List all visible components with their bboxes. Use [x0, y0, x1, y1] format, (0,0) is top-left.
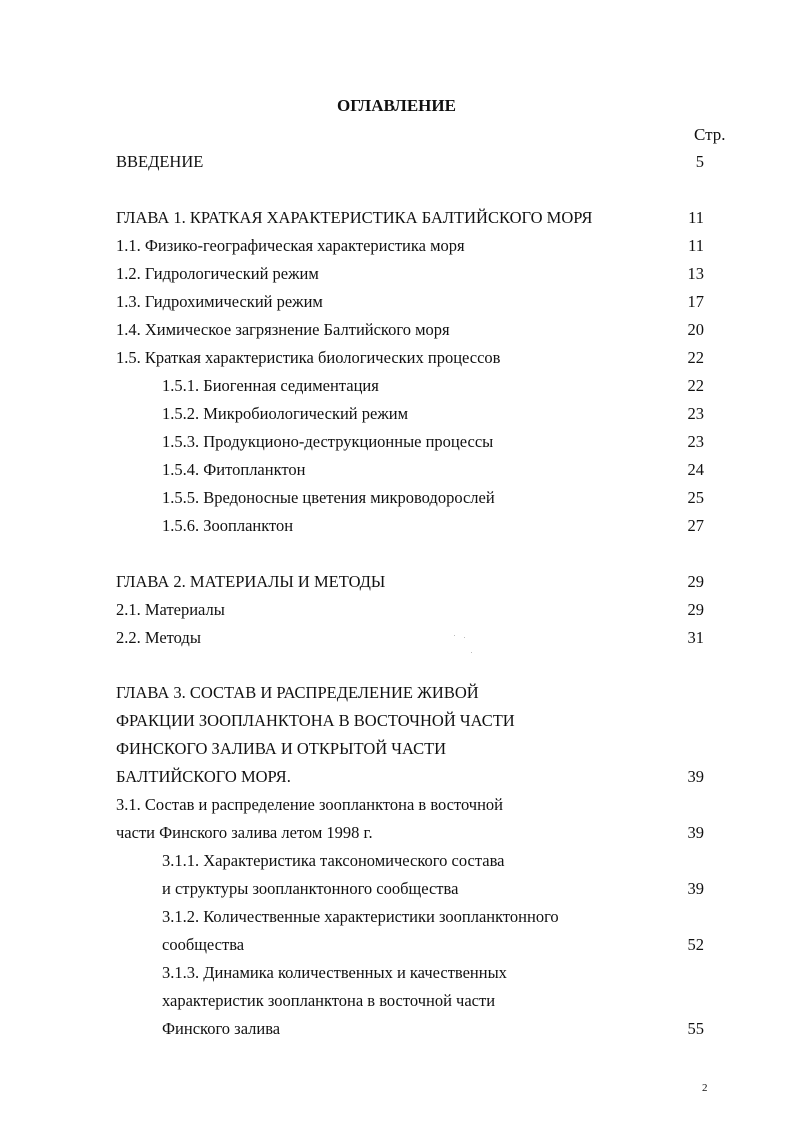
- toc-entry-page: 13: [687, 264, 704, 283]
- toc-entry-text: 3.1.1. Характеристика таксономического состава: [162, 851, 505, 870]
- toc-entry-text: 1.5.6. Зоопланктон: [162, 516, 294, 535]
- toc-entry-page: 39: [687, 767, 704, 786]
- toc-entry-page: 20: [687, 320, 704, 339]
- toc-entry-text: 1.5.2. Микробиологический режим: [162, 404, 409, 423]
- toc-entry-text: ГЛАВА 1. КРАТКАЯ ХАРАКТЕРИСТИКА БАЛТИЙСКОГО МОРЯ: [116, 208, 593, 227]
- toc-entry-text: ФРАКЦИИ ЗООПЛАНКТОНА В ВОСТОЧНОЙ ЧАСТИ: [116, 711, 515, 730]
- toc-entry-text: сообщества: [162, 935, 245, 954]
- scan-specks: [450, 632, 480, 657]
- toc-entry-text: ГЛАВА 2. МАТЕРИАЛЫ И МЕТОДЫ: [116, 572, 386, 591]
- toc-entry-text: 1.4. Химическое загрязнение Балтийского моря: [116, 320, 450, 339]
- page-column-header: Стр.: [694, 125, 726, 144]
- toc-entry-text: 1.5.1. Биогенная седиментация: [162, 376, 379, 395]
- toc-entry-text: 2.1. Материалы: [116, 600, 225, 619]
- toc-entry-page: 23: [687, 404, 704, 423]
- toc-entry-page: 55: [687, 1019, 704, 1038]
- toc-entry-text: и структуры зоопланктонного сообщества: [162, 879, 459, 898]
- toc-entry-page: 24: [687, 460, 704, 479]
- toc-entry-text: Финского залива: [162, 1019, 281, 1038]
- toc-entry-page: 22: [687, 348, 704, 367]
- toc-entry-text: ГЛАВА 3. СОСТАВ И РАСПРЕДЕЛЕНИЕ ЖИВОЙ: [116, 683, 479, 702]
- toc-entry-page: 17: [687, 292, 704, 311]
- toc-entry-text: ФИНСКОГО ЗАЛИВА И ОТКРЫТОЙ ЧАСТИ: [116, 739, 447, 758]
- toc-entry-text: 3.1.3. Динамика количественных и качественных: [162, 963, 507, 982]
- toc-entry-text: ВВЕДЕНИЕ: [116, 152, 204, 171]
- toc-entry-text: 1.5.5. Вредоносные цветения микроводорослей: [162, 488, 495, 507]
- toc-entry-text: 1.5.3. Продукционо-деструкционные процессы: [162, 432, 494, 451]
- toc-entry-page: 11: [688, 236, 704, 255]
- toc-entry-text: 1.2. Гидрологический режим: [116, 264, 319, 283]
- toc-entry-page: 22: [687, 376, 704, 395]
- page-number: 2: [702, 1082, 708, 1094]
- toc-entry-page: 25: [687, 488, 704, 507]
- toc-entry-page: 29: [687, 572, 704, 591]
- toc-entry-text: части Финского залива летом 1998 г.: [116, 823, 373, 842]
- toc-entry-page: 11: [688, 208, 704, 227]
- toc-entry-page: 39: [687, 823, 704, 842]
- toc-entry-page: 5: [695, 152, 704, 171]
- toc-entry-text: 3.1. Состав и распределение зоопланктона в восточной: [116, 795, 504, 814]
- toc-entry-page: 29: [687, 600, 704, 619]
- toc-title: ОГЛАВЛЕНИЕ: [337, 96, 456, 115]
- toc-entry-page: 31: [687, 628, 704, 647]
- toc-entry-page: 27: [687, 516, 704, 535]
- toc-entry-text: 1.3. Гидрохимический режим: [116, 292, 323, 311]
- toc-entry-page: 39: [687, 879, 704, 898]
- toc-entry-page: 52: [687, 935, 704, 954]
- toc-entry-text: 1.5.4. Фитопланктон: [162, 460, 306, 479]
- toc-entry-page: 23: [687, 432, 704, 451]
- toc-entry-text: характеристик зоопланктона в восточной части: [162, 991, 496, 1010]
- toc-entry-text: 1.1. Физико-географическая характеристика моря: [116, 236, 465, 255]
- toc-entry-text: БАЛТИЙСКОГО МОРЯ.: [116, 767, 291, 786]
- toc-entry-text: 3.1.2. Количественные характеристики зоопланктонного: [162, 907, 559, 926]
- toc-entry-text: 2.2. Методы: [116, 628, 201, 647]
- toc-entry-text: 1.5. Краткая характеристика биологических процессов: [116, 348, 501, 367]
